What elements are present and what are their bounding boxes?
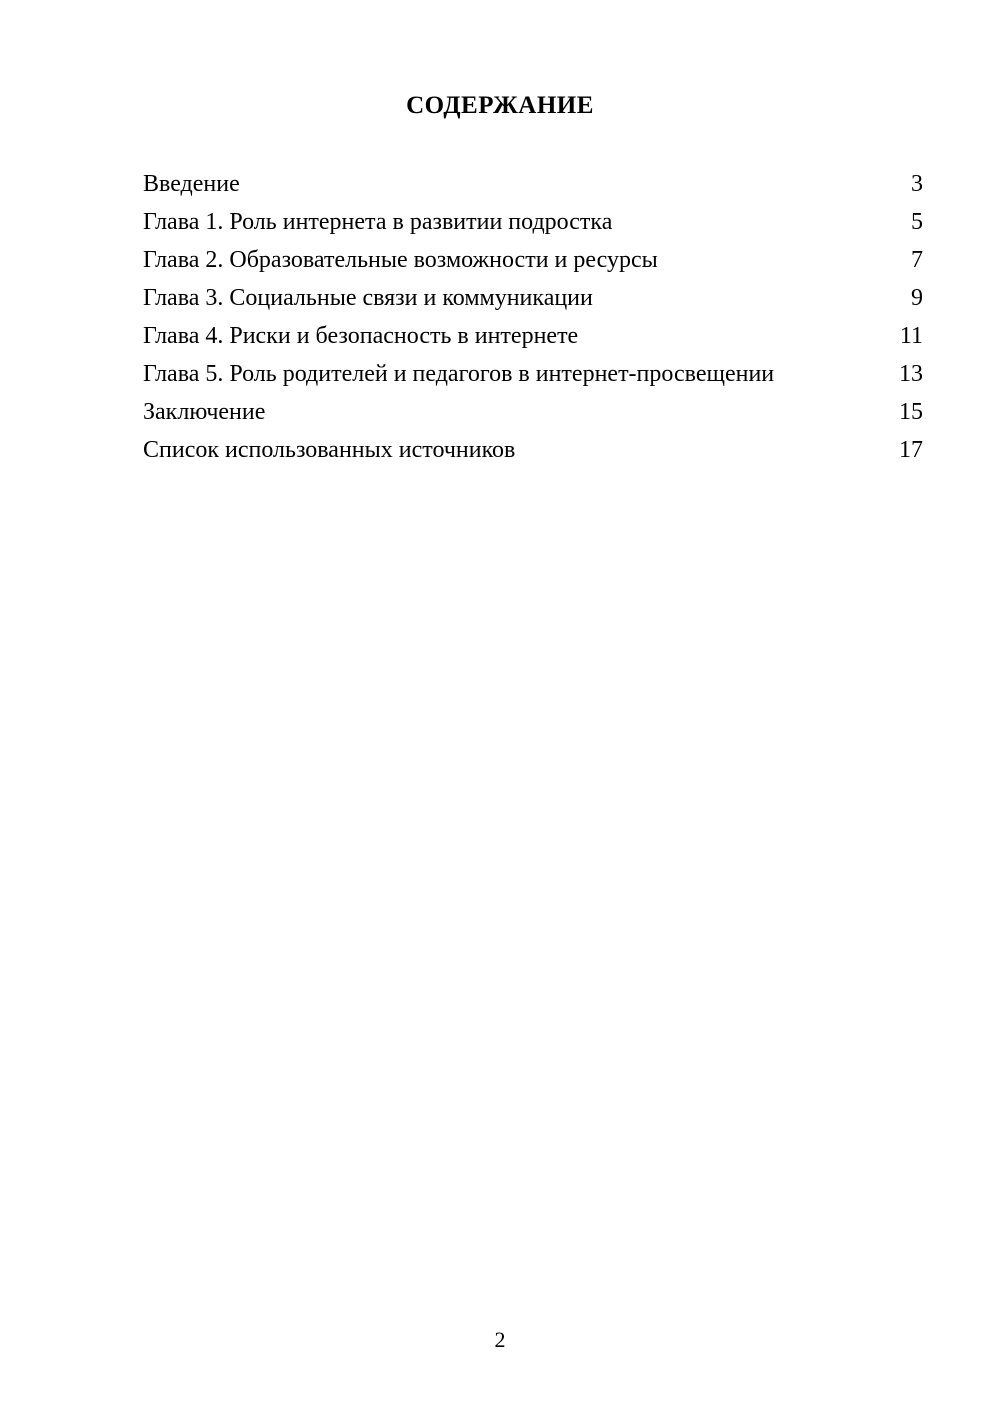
toc-entry-page: 17 [899, 437, 923, 463]
toc-entry-label: Глава 1. Роль интернета в развитии подростка [143, 209, 613, 235]
toc-entry-introduction[interactable] [143, 165, 923, 203]
toc-entry-label: Введение [143, 171, 240, 197]
toc-entry-label: Глава 2. Образовательные возможности и ресурсы [143, 247, 658, 273]
toc-entry-page: 15 [899, 399, 923, 425]
toc-entry-references[interactable] [143, 431, 923, 469]
toc-entry-chapter-2[interactable] [143, 241, 923, 279]
toc-entry-chapter-4[interactable] [143, 317, 923, 355]
toc-entry-label: Глава 3. Социальные связи и коммуникации [143, 285, 593, 311]
table-of-contents [143, 165, 923, 469]
toc-entry-label: Список использованных источников [143, 437, 516, 463]
toc-entry-page: 11 [899, 323, 923, 349]
toc-entry-page: 13 [899, 361, 923, 387]
toc-entry-label: Заключение [143, 399, 266, 425]
toc-entry-page: 7 [911, 247, 923, 273]
toc-entry-page: 9 [911, 285, 923, 311]
toc-entry-page: 3 [911, 171, 923, 197]
toc-entry-conclusion[interactable] [143, 393, 923, 431]
toc-entry-chapter-3[interactable] [143, 279, 923, 317]
toc-entry-chapter-1[interactable] [143, 203, 923, 241]
toc-entry-label: Глава 5. Роль родителей и педагогов в интернет-просвещении [143, 361, 775, 387]
toc-entry-page: 5 [911, 209, 923, 235]
toc-entry-chapter-5[interactable] [143, 355, 923, 393]
toc-entry-label: Глава 4. Риски и безопасность в интернете [143, 323, 579, 349]
page-title: СОДЕРЖАНИЕ [406, 92, 594, 119]
page-number: 2 [494, 1327, 506, 1352]
